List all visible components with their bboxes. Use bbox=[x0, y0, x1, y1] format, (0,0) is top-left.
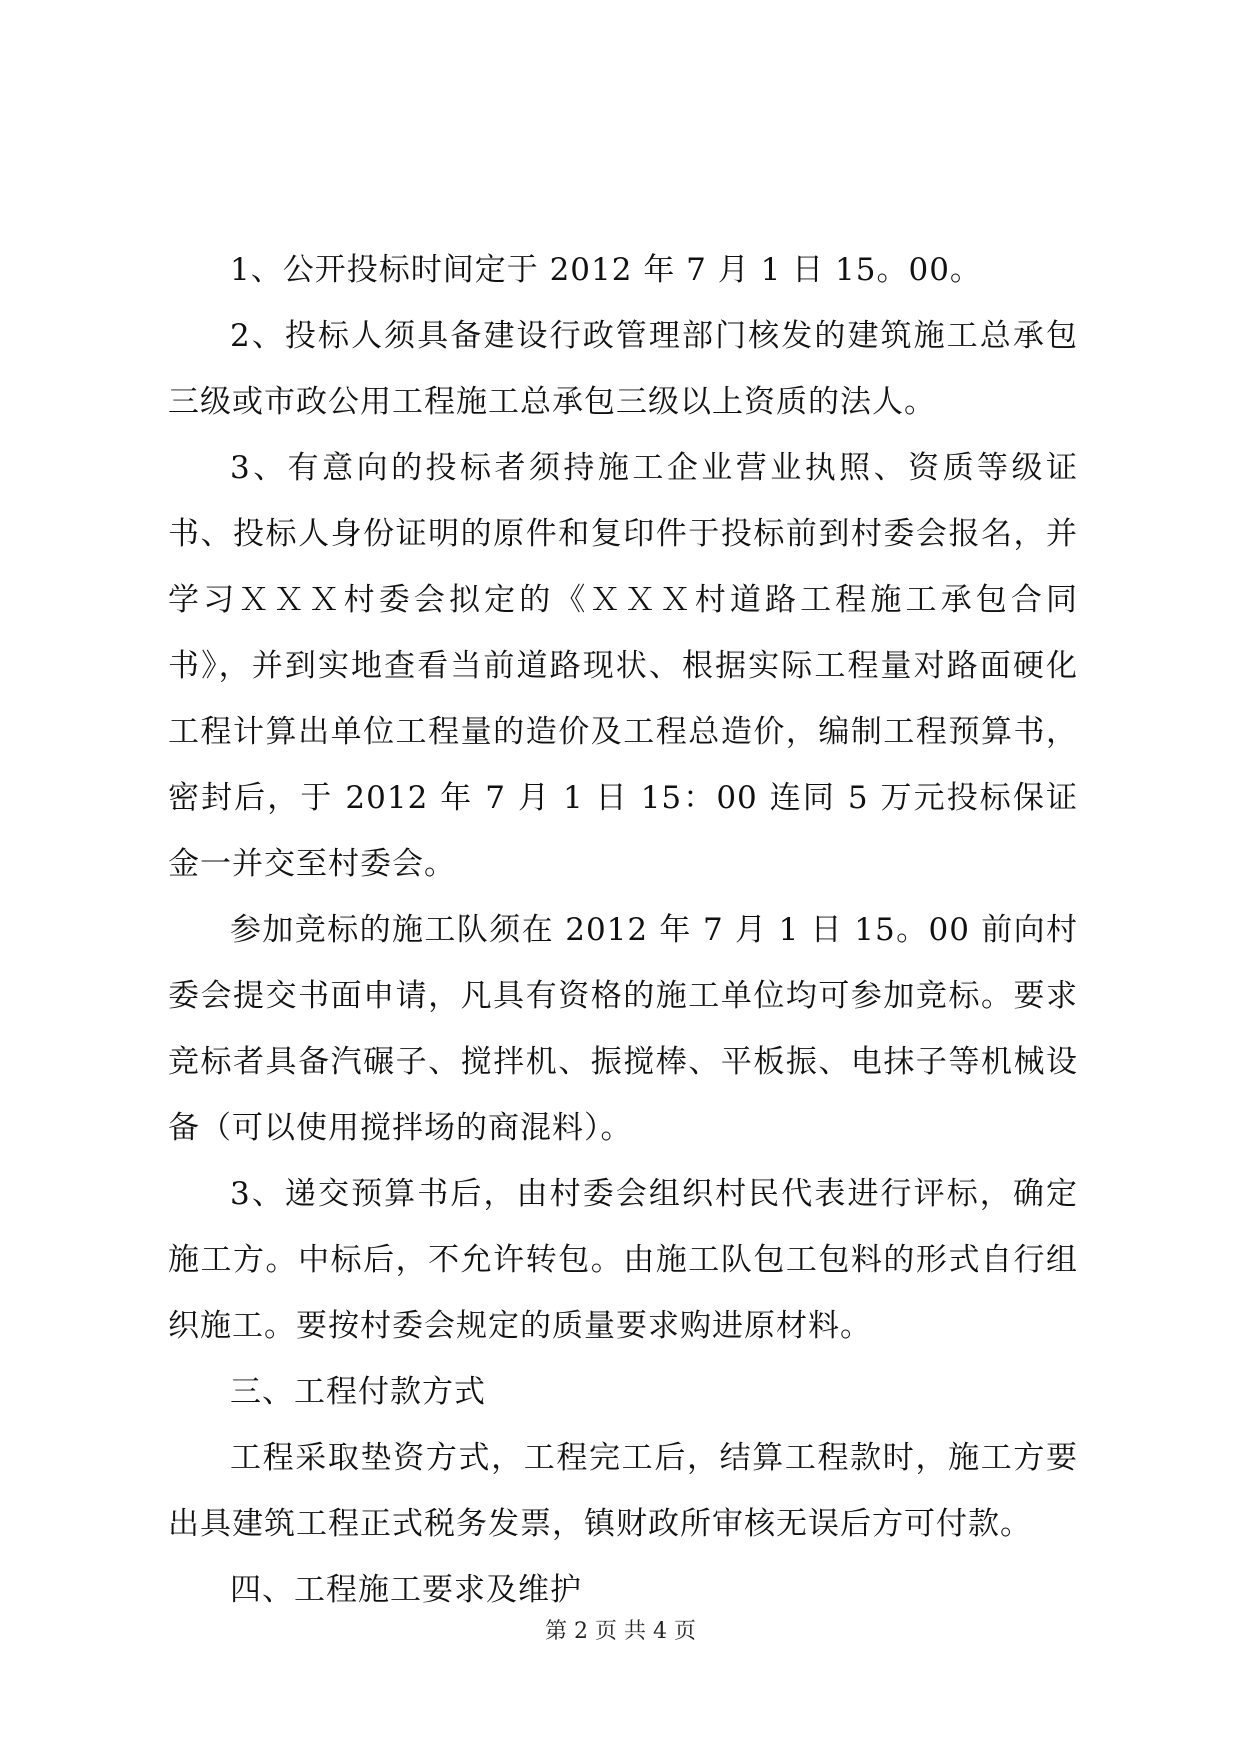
paragraph-competition: 参加竞标的施工队须在 2012 年 7 月 1 日 15。00 前向村委会提交书面申请，凡具有资格的施工单位均可参加竞标。要求竞标者具备汽碾子、搅拌机、振搅棒、平板振、电抹子等机械设备（可以使用搅拌场的商混料）。 bbox=[168, 912, 1078, 1146]
page-footer: 第 2 页 共 4 页 bbox=[545, 1619, 696, 1644]
paragraph-bid-time: 1、公开投标时间定于 2012 年 7 月 1 日 15。00。 bbox=[230, 252, 982, 288]
paragraph-bidder-qualification: 2、投标人须具备建设行政管理部门核发的建筑施工总承包三级或市政公用工程施工总承包三级以上资质的法人。 bbox=[168, 318, 1078, 420]
section-heading-construction: 四、工程施工要求及维护 bbox=[230, 1572, 582, 1608]
paragraph-payment: 工程采取垫资方式，工程完工后，结算工程款时，施工方要出具建筑工程正式税务发票，镇财政所审核无误后方可付款。 bbox=[168, 1440, 1078, 1542]
section-heading-payment: 三、工程付款方式 bbox=[230, 1374, 486, 1410]
paragraph-evaluation: 3、递交预算书后，由村委会组织村民代表进行评标，确定施工方。中标后，不允许转包。由施工队包工包料的形式自行组织施工。要按村委会规定的质量要求购进原材料。 bbox=[168, 1176, 1078, 1344]
paragraph-registration: 3、有意向的投标者须持施工企业营业执照、资质等级证书、投标人身份证明的原件和复印件于投标前到村委会报名，并学习ＸＸＸ村委会拟定的《ＸＸＸ村道路工程施工承包合同书》，并到实地查看当前道路现状、根据实际工程量对路面硬化工程计算出单位工程量的造价及工程总造价，编制工程预算书，密封后，于 2012 年 7 月 1 日 15：00 连同 5 万元投标保证金一并交至村委会。 bbox=[168, 450, 1078, 882]
document-body bbox=[168, 237, 1078, 1623]
